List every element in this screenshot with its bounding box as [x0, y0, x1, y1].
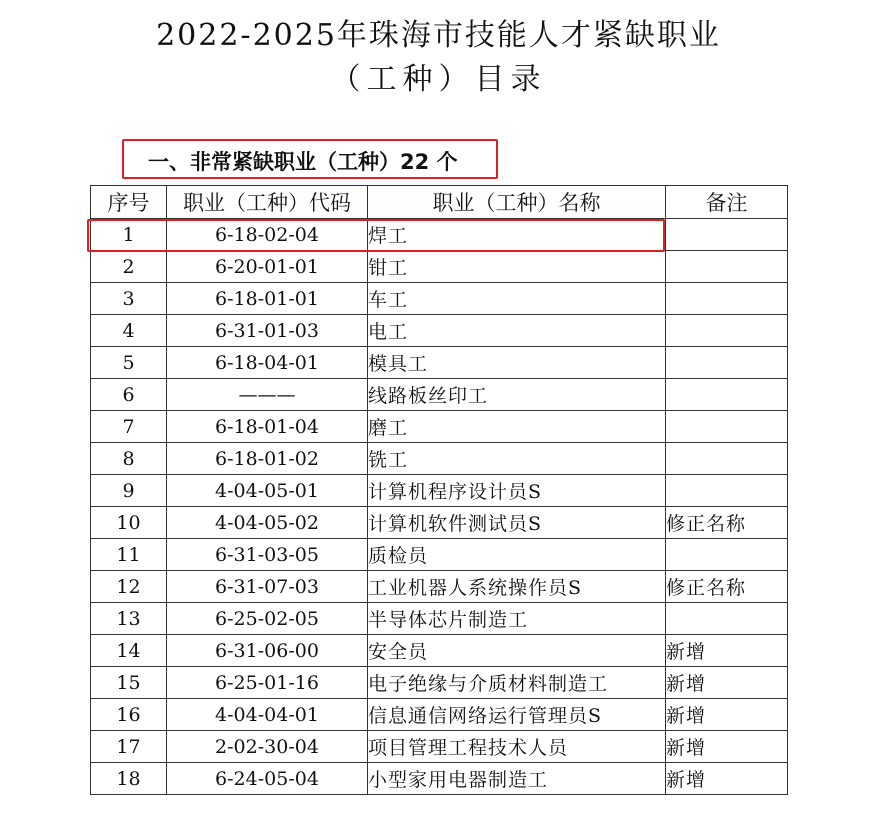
- cell-serial-no: 12: [91, 571, 167, 603]
- cell-serial-no: 4: [91, 315, 167, 347]
- cell-occupation-code: 4-04-05-02: [167, 507, 368, 539]
- table-row: [91, 411, 788, 443]
- cell-remarks: [666, 603, 788, 635]
- cell-serial-no: 18: [91, 763, 167, 795]
- table-row: [91, 283, 788, 315]
- cell-occupation-code: 6-31-07-03: [167, 571, 368, 603]
- cell-occupation-code: 6-18-01-01: [167, 283, 368, 315]
- cell-occupation-name: 磨工: [368, 411, 666, 443]
- cell-serial-no: 2: [91, 251, 167, 283]
- cell-remarks: 新增: [666, 731, 788, 763]
- cell-occupation-name: 线路板丝印工: [368, 379, 666, 411]
- table-body: [91, 219, 788, 795]
- cell-occupation-code: 6-25-01-16: [167, 667, 368, 699]
- table-row: [91, 699, 788, 731]
- cell-occupation-code: 6-18-01-02: [167, 443, 368, 475]
- header-remarks: 备注: [666, 186, 788, 219]
- cell-serial-no: 1: [91, 219, 167, 251]
- cell-serial-no: 15: [91, 667, 167, 699]
- cell-occupation-code: 6-31-01-03: [167, 315, 368, 347]
- table-row: [91, 507, 788, 539]
- cell-occupation-name: 模具工: [368, 347, 666, 379]
- cell-occupation-code: 6-24-05-04: [167, 763, 368, 795]
- cell-occupation-name: 车工: [368, 283, 666, 315]
- header-occupation-code: 职业（工种）代码: [167, 186, 368, 219]
- cell-occupation-name: 质检员: [368, 539, 666, 571]
- cell-remarks: [666, 219, 788, 251]
- cell-serial-no: 13: [91, 603, 167, 635]
- cell-remarks: [666, 251, 788, 283]
- cell-occupation-code: 6-18-04-01: [167, 347, 368, 379]
- cell-remarks: [666, 315, 788, 347]
- cell-occupation-name: 钳工: [368, 251, 666, 283]
- table-row: [91, 539, 788, 571]
- cell-occupation-name: 小型家用电器制造工: [368, 763, 666, 795]
- cell-remarks: [666, 539, 788, 571]
- cell-occupation-name: 项目管理工程技术人员: [368, 731, 666, 763]
- table-row: [91, 315, 788, 347]
- cell-occupation-name: 电工: [368, 315, 666, 347]
- table-row: [91, 571, 788, 603]
- cell-remarks: 新增: [666, 667, 788, 699]
- document-title-line-2: （工种）目录: [330, 62, 547, 97]
- section-heading: 一、非常紧缺职业（工种）22 个: [148, 150, 458, 174]
- highlight-box-row-1: [87, 219, 665, 252]
- cell-remarks: 修正名称: [666, 507, 788, 539]
- table-row: [91, 763, 788, 795]
- cell-occupation-code: 6-31-03-05: [167, 539, 368, 571]
- cell-occupation-name: 焊工: [368, 219, 666, 251]
- occupation-table: [90, 185, 788, 795]
- cell-occupation-name: 半导体芯片制造工: [368, 603, 666, 635]
- cell-remarks: [666, 475, 788, 507]
- cell-serial-no: 17: [91, 731, 167, 763]
- cell-serial-no: 6: [91, 379, 167, 411]
- table-row: [91, 443, 788, 475]
- cell-serial-no: 7: [91, 411, 167, 443]
- cell-occupation-code: 6-25-02-05: [167, 603, 368, 635]
- cell-occupation-code: 6-20-01-01: [167, 251, 368, 283]
- cell-occupation-code: 4-04-04-01: [167, 699, 368, 731]
- cell-occupation-name: 工业机器人系统操作员S: [368, 571, 666, 603]
- cell-remarks: 新增: [666, 635, 788, 667]
- header-serial-no: 序号: [91, 186, 167, 219]
- cell-serial-no: 16: [91, 699, 167, 731]
- document-title-line-1: 2022-2025年珠海市技能人才紧缺职业: [156, 18, 721, 53]
- cell-serial-no: 5: [91, 347, 167, 379]
- cell-remarks: 修正名称: [666, 571, 788, 603]
- cell-serial-no: 8: [91, 443, 167, 475]
- cell-occupation-code: 6-18-01-04: [167, 411, 368, 443]
- table-row: [91, 603, 788, 635]
- cell-occupation-name: 安全员: [368, 635, 666, 667]
- table-header-row: [91, 186, 788, 219]
- table-row: [91, 731, 788, 763]
- table-row: [91, 667, 788, 699]
- cell-serial-no: 14: [91, 635, 167, 667]
- cell-serial-no: 9: [91, 475, 167, 507]
- cell-occupation-name: 计算机软件测试员S: [368, 507, 666, 539]
- cell-remarks: [666, 379, 788, 411]
- cell-occupation-code: 6-18-02-04: [167, 219, 368, 251]
- highlight-box-heading: [122, 139, 498, 179]
- cell-remarks: [666, 443, 788, 475]
- table-row: [91, 475, 788, 507]
- cell-occupation-name: 计算机程序设计员S: [368, 475, 666, 507]
- table-row: [91, 635, 788, 667]
- cell-occupation-code: 4-04-05-01: [167, 475, 368, 507]
- table-row: [91, 379, 788, 411]
- cell-occupation-name: 电子绝缘与介质材料制造工: [368, 667, 666, 699]
- cell-remarks: 新增: [666, 763, 788, 795]
- cell-occupation-code: ———: [167, 379, 368, 411]
- cell-remarks: [666, 283, 788, 315]
- cell-remarks: 新增: [666, 699, 788, 731]
- cell-occupation-name: 信息通信网络运行管理员S: [368, 699, 666, 731]
- cell-occupation-code: 2-02-30-04: [167, 731, 368, 763]
- cell-remarks: [666, 411, 788, 443]
- cell-serial-no: 3: [91, 283, 167, 315]
- cell-remarks: [666, 347, 788, 379]
- cell-occupation-code: 6-31-06-00: [167, 635, 368, 667]
- table-row: [91, 347, 788, 379]
- cell-serial-no: 10: [91, 507, 167, 539]
- header-occupation-name: 职业（工种）名称: [368, 186, 666, 219]
- cell-occupation-name: 铣工: [368, 443, 666, 475]
- table-row: [91, 251, 788, 283]
- cell-serial-no: 11: [91, 539, 167, 571]
